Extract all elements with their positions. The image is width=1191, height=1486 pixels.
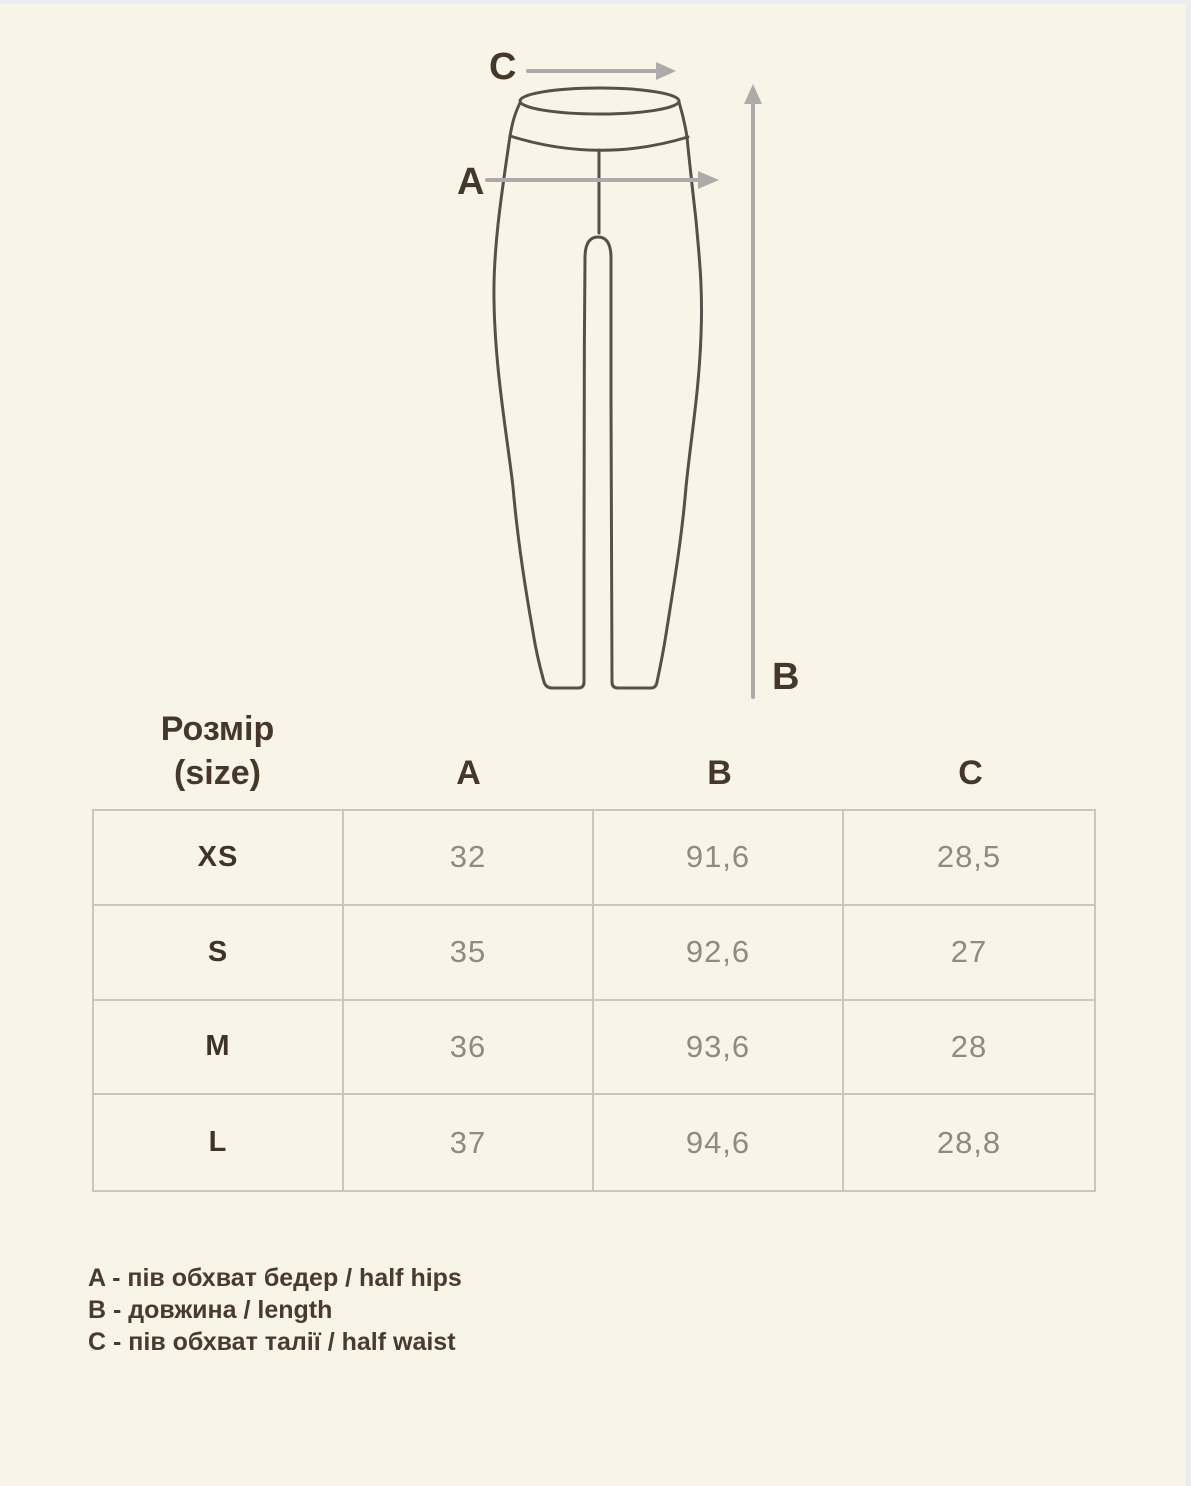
table-header-size (92, 707, 343, 795)
table-row-xs-b (594, 811, 844, 906)
size-label: XS (197, 840, 239, 873)
size-label: L (208, 1126, 228, 1159)
waistband-bottom-seam (510, 136, 688, 150)
table-row-s-size (94, 906, 344, 1001)
table-row-xs-a (344, 811, 594, 906)
waistband-opening (520, 88, 679, 114)
arrow-c-head (656, 62, 676, 80)
measurement-legend (88, 1262, 462, 1358)
table-row-l-a (344, 1095, 594, 1190)
value-c: 27 (950, 934, 988, 970)
table-row-l-size (94, 1095, 344, 1190)
table-row-s-b (594, 906, 844, 1001)
table-row-xs-c (844, 811, 1094, 906)
value-b: 94,6 (685, 1124, 751, 1160)
value-b: 91,6 (685, 839, 751, 875)
arrow-b-head (744, 84, 762, 104)
value-a: 35 (449, 934, 487, 970)
diagram-label-b: B (772, 656, 800, 698)
legend-line-a: A - пів обхват бедер / half hips (88, 1264, 462, 1292)
table-row-m-b (594, 1001, 844, 1096)
value-a: 37 (449, 1124, 487, 1160)
table-header-b: B (707, 754, 732, 792)
table-row-l-b (594, 1095, 844, 1190)
table-row-xs-size (94, 811, 344, 906)
value-c: 28,5 (936, 839, 1002, 875)
size-table (92, 809, 1096, 1192)
table-row-l-c (844, 1095, 1094, 1190)
table-header-size-line2: (size) (174, 754, 261, 792)
arrow-a-head (698, 171, 719, 189)
table-row-m-c (844, 1001, 1094, 1096)
value-c: 28 (950, 1028, 988, 1064)
table-row-m-a (344, 1001, 594, 1096)
table-row-s-c (844, 906, 1094, 1001)
legend-line-b: B - довжина / length (88, 1296, 333, 1324)
table-header-a: A (456, 754, 481, 792)
value-a: 32 (449, 839, 487, 875)
table-row-s-a (344, 906, 594, 1001)
legend-line-c: C - пів обхват талії / half waist (88, 1328, 456, 1356)
table-header-c: C (958, 754, 983, 792)
size-label: M (205, 1030, 231, 1063)
value-a: 36 (449, 1028, 487, 1064)
arrowheads (656, 62, 762, 189)
diagram-label-a: A (457, 161, 485, 203)
value-c: 28,8 (936, 1124, 1002, 1160)
value-b: 92,6 (685, 934, 751, 970)
size-label: S (207, 935, 229, 968)
diagram-label-c: C (489, 46, 517, 88)
table-header-size-line1: Розмір (160, 710, 275, 748)
table-row-m-size (94, 1001, 344, 1096)
value-b: 93,6 (685, 1028, 751, 1064)
